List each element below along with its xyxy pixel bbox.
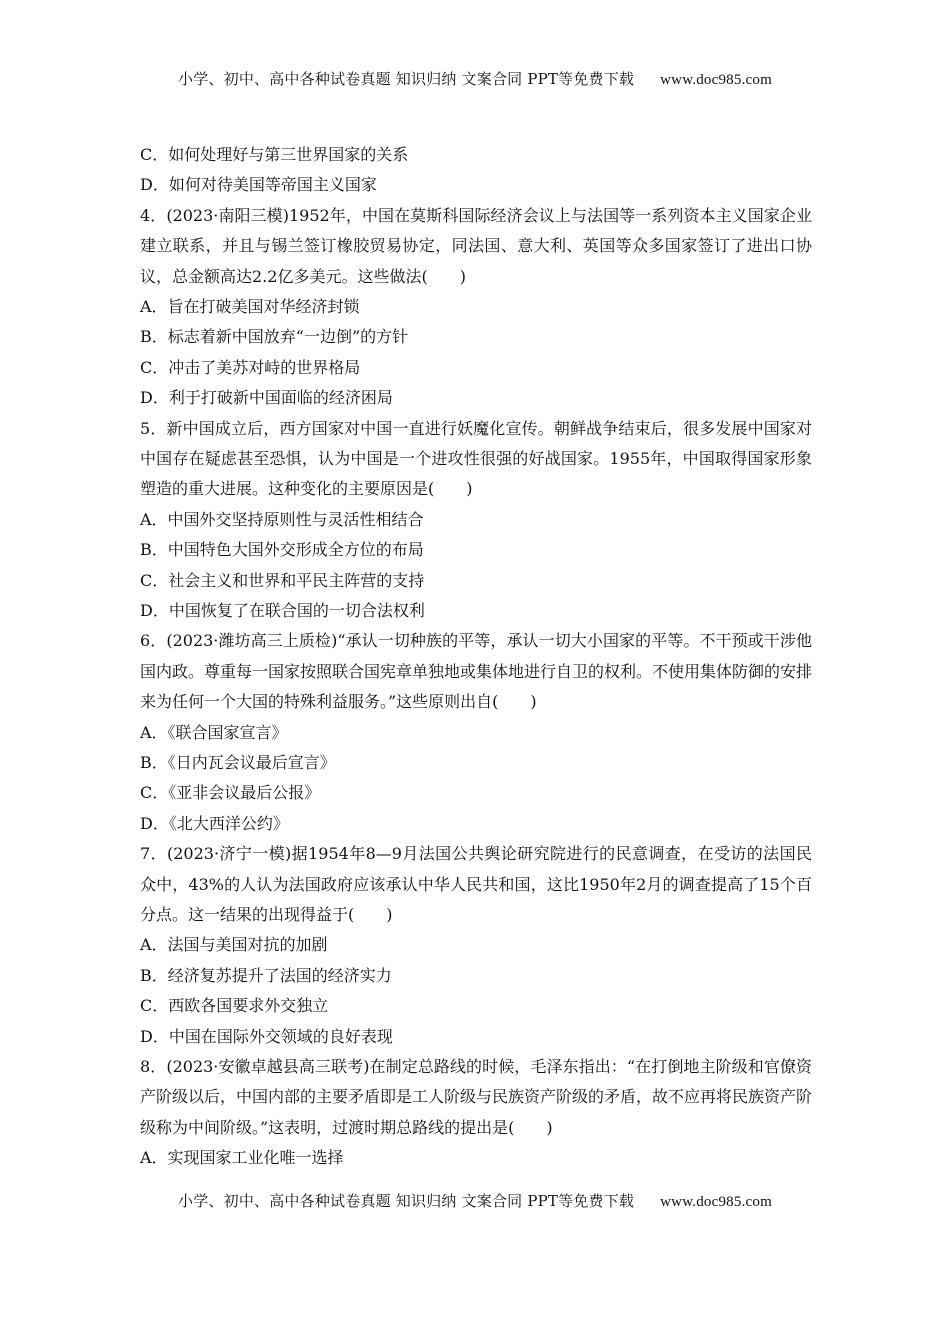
footer-text: 小学、初中、高中各种试卷真题 知识归纳 文案合同 PPT等免费下载 xyxy=(178,1192,635,1210)
q4-option-b: B．标志着新中国放弃“一边倒”的方针 xyxy=(140,327,409,347)
q5-stem: 5．新中国成立后，西方国家对中国一直进行妖魔化宣传。朝鲜战争结束后，很多发展中国家对中国存在疑虑甚至恐惧，认为中国是一个进攻性很强的好战国家。1955年，中国取得国家形象塑造的重大进展。这种变化的主要原因是( ) xyxy=(140,418,812,499)
q4-option-d: D．利于打破新中国面临的经济困局 xyxy=(140,388,393,408)
question-content xyxy=(140,140,812,1174)
q5-option-a: A．中国外交坚持原则性与灵活性相结合 xyxy=(140,509,424,529)
q6-option-b: B．《日内瓦会议最后宣言》 xyxy=(140,752,336,772)
page-header xyxy=(0,68,950,89)
header-site: www.doc985.com xyxy=(660,72,772,88)
q6-option-c: C．《亚非会议最后公报》 xyxy=(140,783,321,803)
q8-stem: 8．(2023·安徽卓越县高三联考)在制定总路线的时候，毛泽东指出：“在打倒地主阶级和官僚资产阶级以后，中国内部的主要矛盾即是工人阶级与民族资产阶级的矛盾，故不应再将民族资产阶级称为中间阶级。”这表明，过渡时期总路线的提出是( ) xyxy=(140,1056,813,1137)
header-text: 小学、初中、高中各种试卷真题 知识归纳 文案合同 PPT等免费下载 xyxy=(178,70,635,88)
q7-option-c: C．西欧各国要求外交独立 xyxy=(140,996,329,1016)
q8-option-a: A．实现国家工业化唯一选择 xyxy=(140,1148,344,1168)
q3-option-c: C．如何处理好与第三世界国家的关系 xyxy=(140,145,409,164)
q4-option-c: C．冲击了美苏对峙的世界格局 xyxy=(140,357,361,377)
footer-site: www.doc985.com xyxy=(660,1194,772,1210)
q7-option-b: B．经济复苏提升了法国的经济实力 xyxy=(140,965,392,985)
q7-option-d: D．中国在国际外交领域的良好表现 xyxy=(140,1026,393,1046)
q6-stem: 6．(2023·潍坊高三上质检)“承认一切种族的平等，承认一切大小国家的平等。不干预或干涉他国内政。尊重每一国家按照联合国宪章单独地或集体地进行自卫的权利。不使用集体防御的安排来为任何一个大国的特殊利益服务。”这些原则出自( ) xyxy=(140,631,813,712)
q5-option-c: C．社会主义和世界和平民主阵营的支持 xyxy=(140,570,425,590)
q5-option-b: B．中国特色大国外交形成全方位的布局 xyxy=(140,540,424,560)
page-footer xyxy=(0,1190,950,1211)
q5-option-d: D．中国恢复了在联合国的一切合法权利 xyxy=(140,600,425,620)
q6-option-d: D．《北大西洋公约》 xyxy=(140,813,289,833)
q7-option-a: A．法国与美国对抗的加剧 xyxy=(140,935,328,955)
q3-option-d: D．如何对待美国等帝国主义国家 xyxy=(140,175,377,195)
q6-option-a: A．《联合国家宣言》 xyxy=(140,722,288,742)
q7-stem: 7．(2023·济宁一模)据1954年8—9月法国公共舆论研究院进行的民意调查，在受访的法国民众中，43%的人认为法国政府应该承认中华人民共和国，这比1950年2月的调查提高了15个百分点。这一结果的出现得益于( ) xyxy=(140,844,812,924)
q4-option-a: A．旨在打破美国对华经济封锁 xyxy=(140,297,360,316)
q4-stem: 4．(2023·南阳三模)1952年，中国在莫斯科国际经济会议上与法国等一系列资本主义国家企业建立联系，并且与锡兰签订橡胶贸易协定，同法国、意大利、英国等众多国家签订了进出口协议，总金额高达2.2亿多美元。这些做法( ) xyxy=(140,205,812,286)
